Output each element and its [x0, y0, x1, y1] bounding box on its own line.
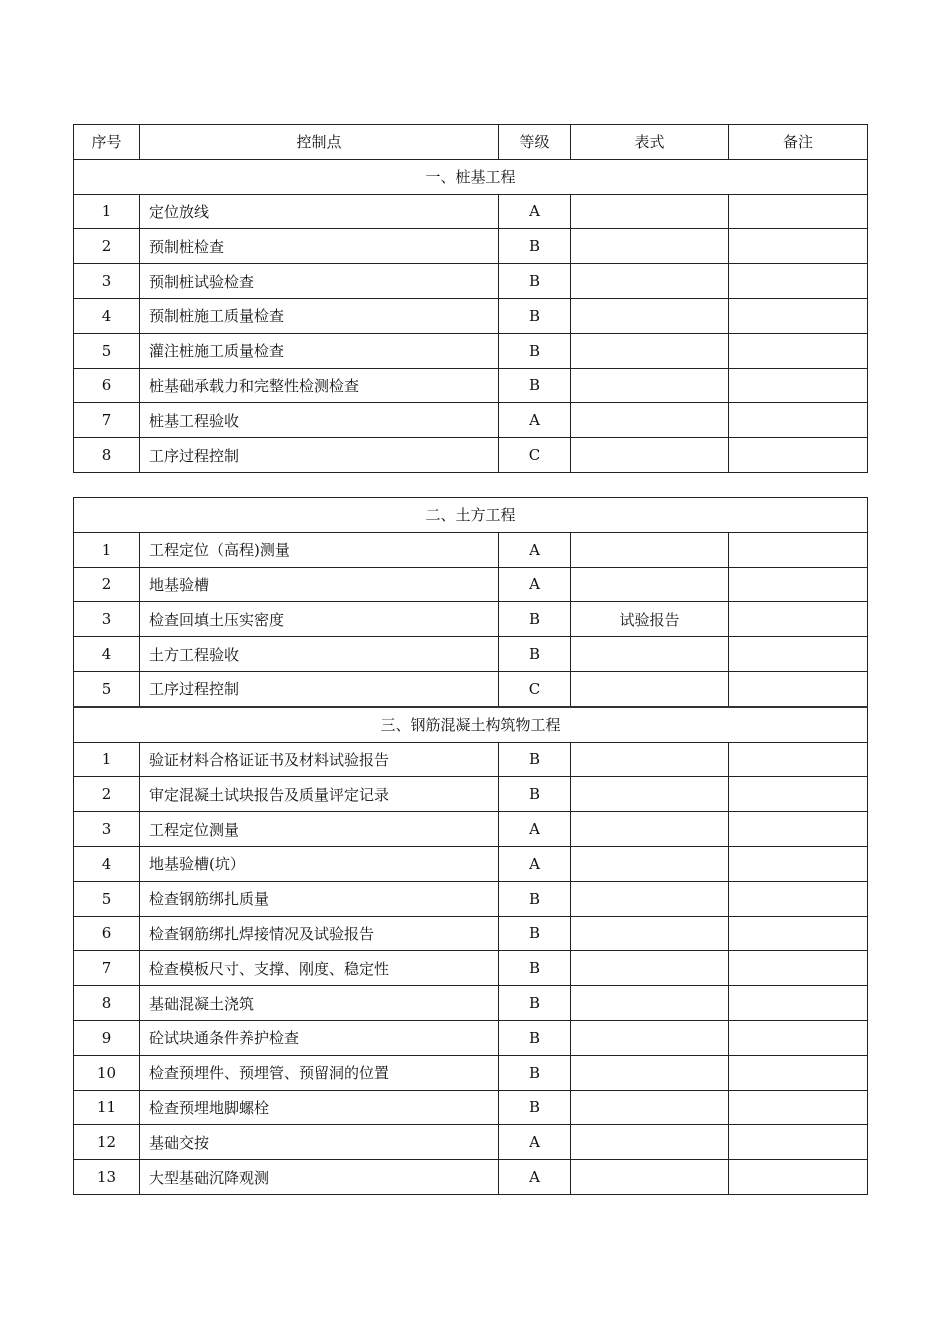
control-point-name: 基础交按: [140, 1125, 499, 1160]
control-point-name: 检查回填土压实密度: [140, 602, 499, 637]
section-title-row: [74, 707, 868, 742]
table-row: [74, 812, 868, 847]
row-number: 11: [74, 1090, 140, 1125]
form-cell: [571, 881, 729, 916]
control-point-name: 检查钢筋绑扎焊接情况及试验报告: [140, 916, 499, 951]
section-title: 二、土方工程: [74, 498, 868, 533]
control-point-name: 地基验槽: [140, 567, 499, 602]
row-number: 7: [74, 403, 140, 438]
control-point-name: 预制桩试验检查: [140, 264, 499, 299]
control-point-name: 土方工程验收: [140, 637, 499, 672]
control-point-name: 检查预埋件、预埋管、预留洞的位置: [140, 1055, 499, 1090]
row-number: 6: [74, 916, 140, 951]
control-point-name: 定位放线: [140, 194, 499, 229]
remarks-cell: [729, 602, 868, 637]
row-number: 3: [74, 812, 140, 847]
table-row: [74, 333, 868, 368]
form-cell: [571, 777, 729, 812]
grade-cell: B: [499, 1090, 571, 1125]
control-point-name: 桩基工程验收: [140, 403, 499, 438]
grade-cell: A: [499, 1160, 571, 1195]
grade-cell: B: [499, 229, 571, 264]
form-cell: [571, 812, 729, 847]
table-row: [74, 438, 868, 473]
row-number: 1: [74, 742, 140, 777]
form-cell: [571, 532, 729, 567]
row-number: 5: [74, 333, 140, 368]
table-row: [74, 951, 868, 986]
control-point-name: 验证材料合格证证书及材料试验报告: [140, 742, 499, 777]
table-row: [74, 846, 868, 881]
control-point-name: 地基验槽(坑）: [140, 846, 499, 881]
remarks-cell: [729, 298, 868, 333]
form-cell: [571, 846, 729, 881]
row-number: 2: [74, 229, 140, 264]
form-cell: [571, 194, 729, 229]
remarks-cell: [729, 264, 868, 299]
row-number: 3: [74, 264, 140, 299]
row-number: 5: [74, 881, 140, 916]
grade-cell: A: [499, 567, 571, 602]
remarks-cell: [729, 1090, 868, 1125]
remarks-cell: [729, 229, 868, 264]
form-cell: [571, 567, 729, 602]
control-point-name: 检查模板尺寸、支撑、刚度、稳定性: [140, 951, 499, 986]
table-row: [74, 671, 868, 706]
remarks-cell: [729, 368, 868, 403]
section-title-row: [74, 498, 868, 533]
grade-cell: C: [499, 438, 571, 473]
grade-cell: A: [499, 403, 571, 438]
form-cell: [571, 742, 729, 777]
remarks-cell: [729, 567, 868, 602]
row-number: 1: [74, 532, 140, 567]
grade-cell: B: [499, 368, 571, 403]
remarks-cell: [729, 951, 868, 986]
section-title: 一、桩基工程: [74, 159, 868, 194]
table-row: [74, 986, 868, 1021]
form-cell: [571, 986, 729, 1021]
row-number: 4: [74, 846, 140, 881]
grade-cell: A: [499, 812, 571, 847]
control-point-name: 审定混凝土试块报告及质量评定记录: [140, 777, 499, 812]
grade-cell: B: [499, 602, 571, 637]
form-cell: [571, 1090, 729, 1125]
table-row: [74, 881, 868, 916]
header-control-point: 控制点: [140, 125, 499, 160]
grade-cell: C: [499, 671, 571, 706]
grade-cell: B: [499, 777, 571, 812]
grade-cell: A: [499, 532, 571, 567]
table-row: [74, 567, 868, 602]
row-number: 13: [74, 1160, 140, 1195]
remarks-cell: [729, 1125, 868, 1160]
table-row: [74, 264, 868, 299]
form-cell: [571, 403, 729, 438]
table-row: [74, 637, 868, 672]
grade-cell: A: [499, 1125, 571, 1160]
table-body-earthwork-concrete: [74, 498, 868, 1195]
form-cell: [571, 1020, 729, 1055]
remarks-cell: [729, 986, 868, 1021]
form-cell: [571, 1125, 729, 1160]
grade-cell: B: [499, 881, 571, 916]
form-cell: [571, 951, 729, 986]
remarks-cell: [729, 742, 868, 777]
remarks-cell: [729, 1055, 868, 1090]
control-point-name: 检查钢筋绑扎质量: [140, 881, 499, 916]
table-row: [74, 916, 868, 951]
remarks-cell: [729, 532, 868, 567]
form-cell: [571, 671, 729, 706]
remarks-cell: [729, 1160, 868, 1195]
table-row: [74, 532, 868, 567]
remarks-cell: [729, 881, 868, 916]
row-number: 1: [74, 194, 140, 229]
table-row: [74, 194, 868, 229]
table-row: [74, 298, 868, 333]
remarks-cell: [729, 916, 868, 951]
header-row: [74, 125, 868, 160]
grade-cell: A: [499, 194, 571, 229]
table-row: [74, 1125, 868, 1160]
row-number: 9: [74, 1020, 140, 1055]
remarks-cell: [729, 637, 868, 672]
row-number: 10: [74, 1055, 140, 1090]
control-point-table-earthwork-concrete: [73, 497, 868, 1195]
header-grade: 等级: [499, 125, 571, 160]
section-title: 三、钢筋混凝土构筑物工程: [74, 707, 868, 742]
header-seq: 序号: [74, 125, 140, 160]
row-number: 7: [74, 951, 140, 986]
row-number: 2: [74, 777, 140, 812]
row-number: 6: [74, 368, 140, 403]
control-point-name: 工序过程控制: [140, 438, 499, 473]
table-row: [74, 229, 868, 264]
form-cell: [571, 1055, 729, 1090]
control-point-name: 基础混凝土浇筑: [140, 986, 499, 1021]
section-title-row: [74, 159, 868, 194]
grade-cell: B: [499, 916, 571, 951]
grade-cell: A: [499, 846, 571, 881]
table-row: [74, 1055, 868, 1090]
control-point-name: 砼试块通条件养护检查: [140, 1020, 499, 1055]
table-row: [74, 1160, 868, 1195]
form-cell: [571, 298, 729, 333]
row-number: 12: [74, 1125, 140, 1160]
control-point-name: 工序过程控制: [140, 671, 499, 706]
table-row: [74, 742, 868, 777]
control-point-name: 预制桩施工质量检查: [140, 298, 499, 333]
row-number: 8: [74, 986, 140, 1021]
table-row: [74, 368, 868, 403]
remarks-cell: [729, 812, 868, 847]
form-cell: [571, 1160, 729, 1195]
remarks-cell: [729, 846, 868, 881]
form-cell: [571, 916, 729, 951]
table-row: [74, 1020, 868, 1055]
control-point-table-pile: [73, 124, 868, 473]
grade-cell: B: [499, 742, 571, 777]
form-cell: [571, 438, 729, 473]
remarks-cell: [729, 403, 868, 438]
control-point-name: 工程定位（高程)测量: [140, 532, 499, 567]
row-number: 4: [74, 637, 140, 672]
remarks-cell: [729, 333, 868, 368]
form-cell: [571, 333, 729, 368]
remarks-cell: [729, 438, 868, 473]
form-cell: [571, 637, 729, 672]
control-point-name: 工程定位测量: [140, 812, 499, 847]
control-point-name: 检查预埋地脚螺栓: [140, 1090, 499, 1125]
remarks-cell: [729, 777, 868, 812]
table-row: [74, 403, 868, 438]
control-point-name: 预制桩检查: [140, 229, 499, 264]
row-number: 3: [74, 602, 140, 637]
table-row: [74, 602, 868, 637]
table-body-pile: [74, 125, 868, 473]
grade-cell: B: [499, 637, 571, 672]
grade-cell: B: [499, 1020, 571, 1055]
form-cell: [571, 229, 729, 264]
header-remarks: 备注: [729, 125, 868, 160]
remarks-cell: [729, 671, 868, 706]
control-point-name: 大型基础沉降观测: [140, 1160, 499, 1195]
table-row: [74, 1090, 868, 1125]
remarks-cell: [729, 1020, 868, 1055]
row-number: 8: [74, 438, 140, 473]
grade-cell: B: [499, 951, 571, 986]
row-number: 4: [74, 298, 140, 333]
control-point-name: 灌注桩施工质量检查: [140, 333, 499, 368]
grade-cell: B: [499, 1055, 571, 1090]
header-form: 表式: [571, 125, 729, 160]
form-cell: [571, 264, 729, 299]
grade-cell: B: [499, 986, 571, 1021]
remarks-cell: [729, 194, 868, 229]
form-cell: [571, 368, 729, 403]
control-point-name: 桩基础承载力和完整性检测检查: [140, 368, 499, 403]
row-number: 2: [74, 567, 140, 602]
row-number: 5: [74, 671, 140, 706]
grade-cell: B: [499, 333, 571, 368]
grade-cell: B: [499, 298, 571, 333]
form-cell: 试验报告: [571, 602, 729, 637]
table-row: [74, 777, 868, 812]
grade-cell: B: [499, 264, 571, 299]
